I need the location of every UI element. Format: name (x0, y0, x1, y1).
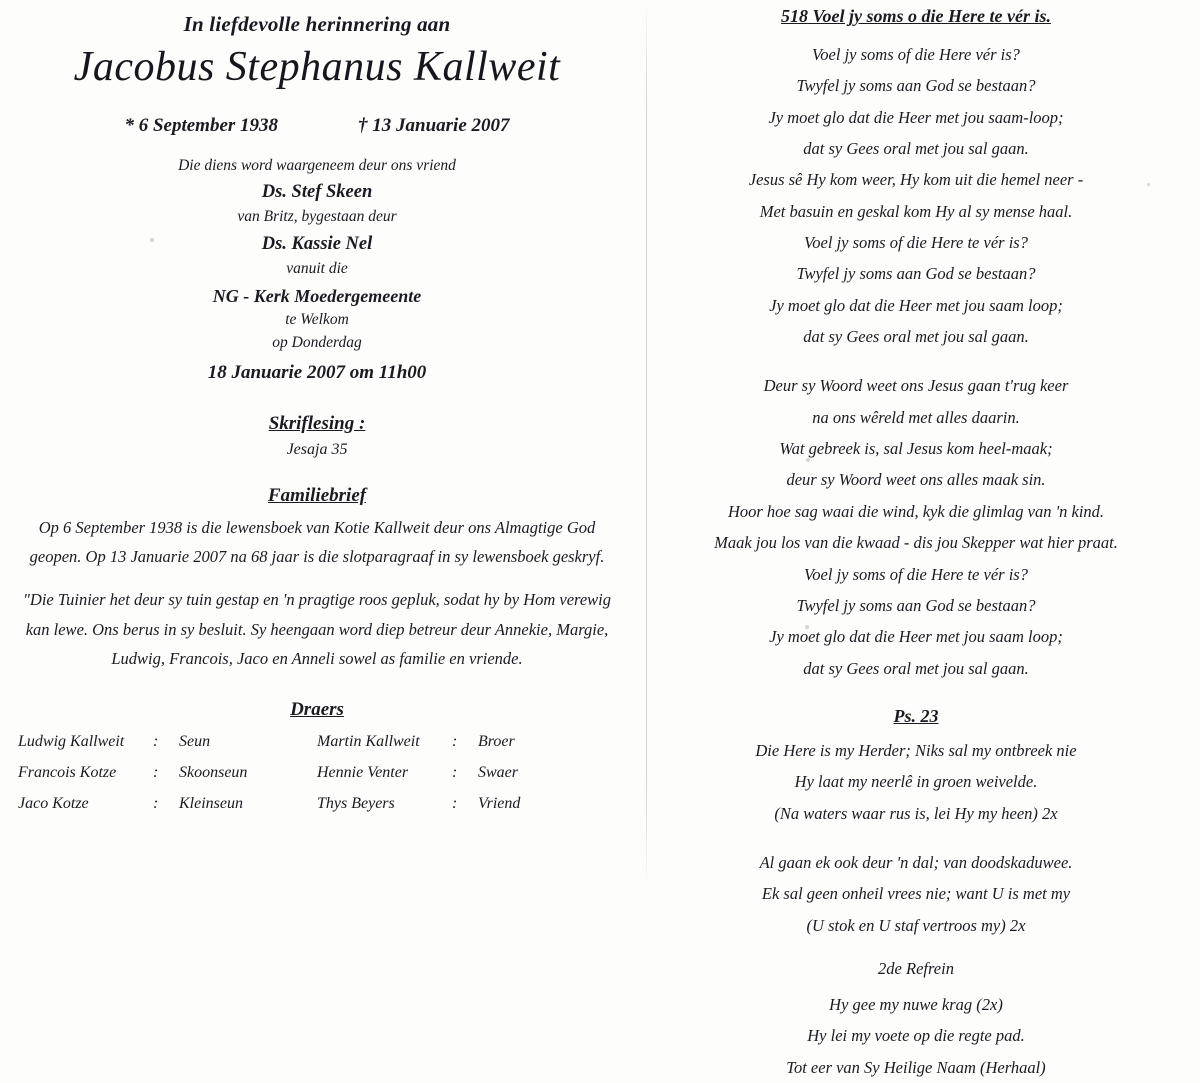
refrain-verse (650, 989, 1182, 1083)
hymn-line: na ons wêreld met alles daarin. (812, 407, 1020, 427)
pallbearer-relation: Kleinseun (179, 795, 243, 813)
pallbearers-column-right (317, 733, 616, 826)
psalm-line: Die Here is my Herder; Niks sal my ontbreek nie (755, 740, 1077, 760)
minister-primary-origin: van Britz, bygestaan deur (237, 208, 397, 226)
separator: : (153, 733, 159, 751)
hymn-line: dat sy Gees oral met jou sal gaan. (803, 658, 1029, 678)
hymn-line: Twyfel jy soms aan God se bestaan? (796, 76, 1036, 96)
church-place: te Welkom (285, 311, 349, 329)
separator: : (452, 795, 458, 813)
hymn-line: Wat gebreek is, sal Jesus kom heel-maak; (779, 439, 1053, 459)
family-letter-heading: Familiebrief (267, 484, 367, 506)
psalm-line: Ek sal geen onheil vrees nie; want U is met my (761, 884, 1071, 904)
hymn-line: Twyfel jy soms aan God se bestaan? (796, 595, 1036, 615)
table-row (317, 795, 616, 813)
death-date: † 13 Januarie 2007 (358, 115, 510, 136)
psalm-line: Hy laat my neerlê in groen weivelde. (794, 772, 1038, 792)
birth-date: * 6 September 1938 (124, 115, 279, 136)
pallbearer-name: Ludwig Kallweit (18, 733, 125, 751)
church-name: NG - Kerk Moedergemeente (212, 286, 422, 307)
psalm-title: Ps. 23 (893, 705, 939, 726)
pallbearer-name: Hennie Venter (317, 764, 409, 782)
psalm-verse-2 (650, 847, 1182, 941)
separator: : (452, 733, 458, 751)
pallbearer-relation: Vriend (478, 795, 521, 813)
pallbearer-name: Jaco Kotze (18, 795, 89, 813)
family-letter-body (18, 513, 616, 572)
separator: : (452, 764, 458, 782)
family-letter-line: Op 6 September 1938 is die lewensboek van Kotie Kallweit deur ons Almagtige God (38, 517, 596, 537)
psalm-verse-1 (650, 735, 1182, 829)
deceased-name: Jacobus Stephanus Kallweit (73, 44, 561, 90)
tribute-quote-line: "Die Tuinier het deur sy tuin gestap en 'n pragtige roos gepluk, sodat hy by Hom verewig (22, 590, 612, 610)
pallbearers-column-left (18, 733, 317, 826)
hymn-line: Voel jy soms of die Here te vér is? (804, 233, 1028, 253)
pallbearer-name: Martin Kallweit (317, 733, 420, 751)
hymn-line: dat sy Gees oral met jou sal gaan. (803, 139, 1029, 159)
refrain-label: 2de Refrein (878, 958, 954, 978)
hymn-line: Jy moet glo dat die Heer met jou saam-loop; (768, 107, 1064, 127)
memoriam-line: In liefdevolle herinnering aan (183, 12, 451, 36)
pallbearer-relation: Broer (478, 733, 515, 751)
table-row (18, 795, 317, 813)
pallbearer-name: Francois Kotze (18, 764, 117, 782)
hymn-line: Maak jou los van die kwaad - dis jou Skepper wat hier praat. (714, 533, 1118, 553)
service-day: op Donderdag (272, 333, 362, 351)
psalm-line: (Na waters waar rus is, lei Hy my heen) 2x (774, 803, 1058, 823)
table-row (317, 733, 616, 751)
scripture-reference: Jesaja 35 (286, 440, 348, 458)
scripture-heading: Skriflesing : (268, 412, 366, 434)
hymn-line: deur sy Woord weet ons alles maak sin. (786, 470, 1046, 490)
hymn-line: Hoor hoe sag waai die wind, kyk die glimlag van 'n kind. (727, 501, 1105, 521)
pallbearer-relation: Swaer (478, 764, 518, 782)
family-letter-line: geopen. Op 13 Januarie 2007 na 68 jaar is die slotparagraaf in sy lewensboek geskryf. (29, 546, 605, 566)
minister-primary: Ds. Stef Skeen (261, 182, 373, 203)
refrain-line: Tot eer van Sy Heilige Naam (Herhaal) (786, 1057, 1046, 1077)
table-row (18, 764, 317, 782)
psalm-line: Al gaan ek ook deur 'n dal; van doodskaduwee. (759, 852, 1073, 872)
service-details (18, 155, 616, 387)
hymn-line: dat sy Gees oral met jou sal gaan. (803, 327, 1029, 347)
pallbearer-relation: Seun (179, 733, 211, 751)
hymn-line: Voel jy soms of die Here te vér is? (804, 564, 1028, 584)
hymn-verse-2 (650, 370, 1182, 683)
tribute-quote-paragraph (18, 585, 616, 673)
hymn-title: 518 Voel jy soms o die Here te vér is. (781, 6, 1051, 26)
pallbearers-heading: Draers (290, 699, 344, 721)
hymn-line: Jy moet glo dat die Heer met jou saam loop; (769, 627, 1063, 647)
life-dates (18, 115, 616, 137)
vanuit-label: vanuit die (286, 259, 348, 277)
tribute-quote-line: kan lewe. Ons berus in sy besluit. Sy heengaan word diep betreur deur Annekie, Margie, (25, 619, 609, 639)
hymn-line: Twyfel jy soms aan God se bestaan? (796, 264, 1036, 284)
hymn-line: Deur sy Woord weet ons Jesus gaan t'rug keer (763, 376, 1069, 396)
right-panel (640, 0, 1200, 1077)
service-intro: Die diens word waargeneem deur ons vriend (178, 157, 456, 174)
family-letter-paragraph (18, 513, 616, 572)
pallbearers-table (18, 733, 616, 826)
pallbearer-relation: Skoonseun (179, 764, 248, 782)
hymn-line: Jesus sê Hy kom weer, Hy kom uit die hemel neer - (748, 170, 1084, 190)
hymn-line: Met basuin en geskal kom Hy al sy mense haal. (759, 201, 1073, 221)
pallbearer-name: Thys Beyers (317, 795, 395, 813)
minister-secondary: Ds. Kassie Nel (261, 233, 373, 254)
table-row (317, 764, 616, 782)
table-row (18, 733, 317, 751)
separator: : (153, 795, 159, 813)
hymn-line: Voel jy soms of die Here vér is? (812, 45, 1020, 64)
refrain-line: Hy gee my nuwe krag (2x) (829, 994, 1003, 1014)
separator: : (153, 764, 159, 782)
tribute-quote (18, 585, 616, 673)
left-panel (0, 0, 640, 888)
hymn-verse-1 (650, 39, 1182, 352)
service-datetime: 18 Januarie 2007 om 11h00 (207, 362, 427, 384)
refrain-line: Hy lei my voete op die regte pad. (807, 1026, 1025, 1046)
tribute-quote-line: Ludwig, Francois, Jaco en Anneli sowel as familie en vriende. (111, 649, 523, 669)
psalm-line: (U stok en U staf vertroos my) 2x (806, 915, 1026, 935)
hymn-line: Jy moet glo dat die Heer met jou saam loop; (769, 295, 1063, 315)
